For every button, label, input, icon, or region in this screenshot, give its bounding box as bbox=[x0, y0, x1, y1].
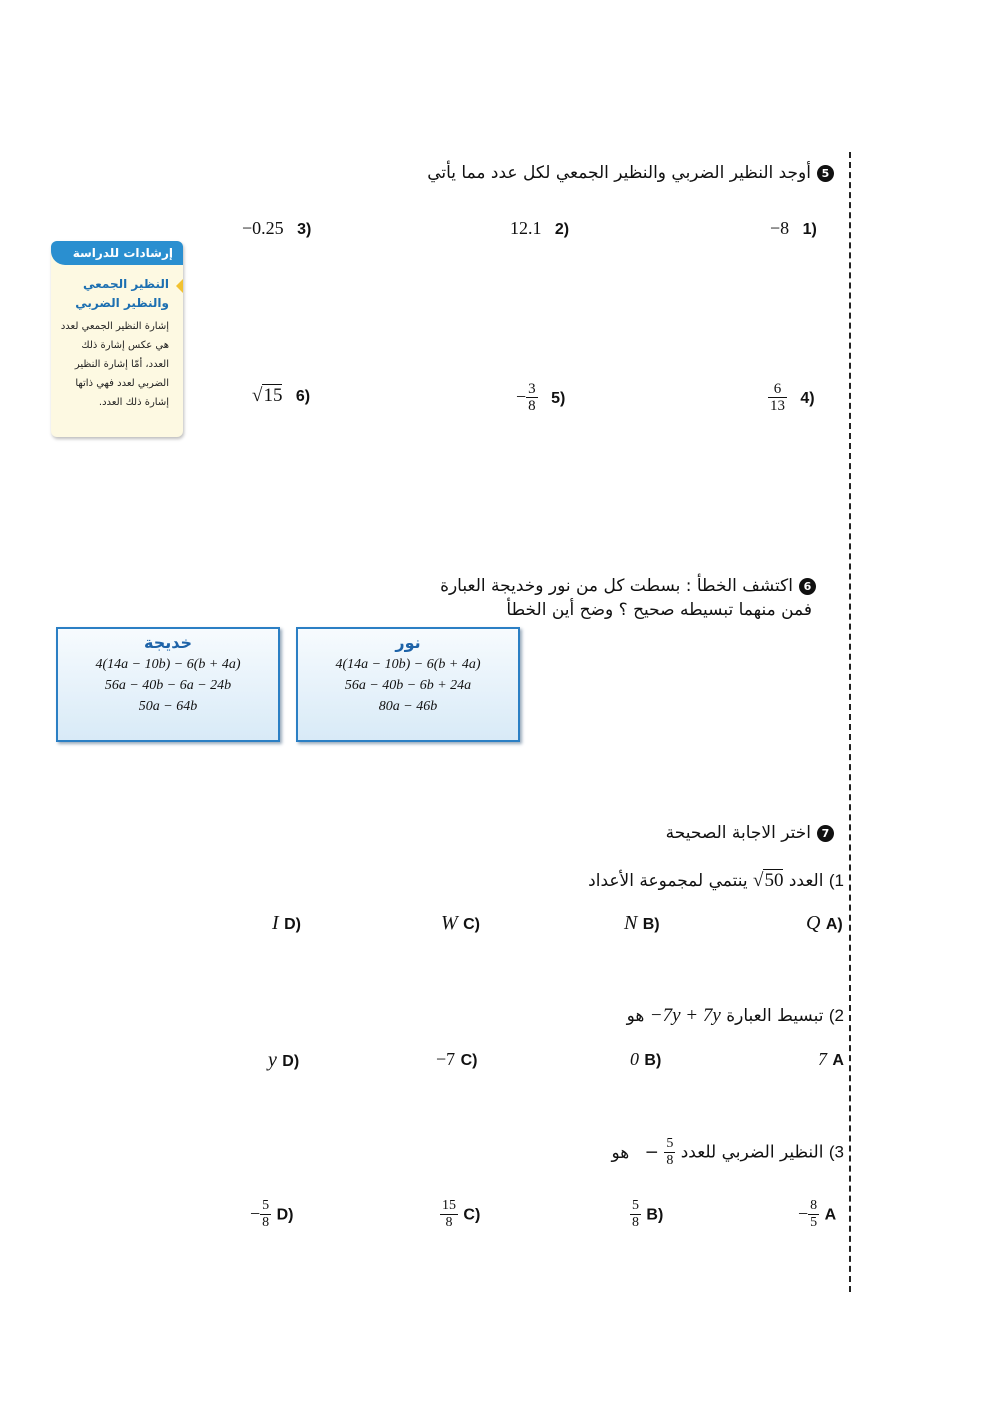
q5-item-5 bbox=[516, 381, 565, 414]
tips-arrow-icon bbox=[176, 279, 183, 293]
q7-3-option-d[interactable]: − $\frac{5}{8}$ D) bbox=[250, 1198, 294, 1230]
study-tips-body: إشارة النظير الجمعي لعدد هي عكس إشارة ذلك العدد، أمّا إشارة النظير الضربي لعدد فهي ذاتها إشارة ذلك العدد. bbox=[60, 321, 169, 408]
q5-item-6-sqrt: √15 bbox=[252, 385, 283, 406]
khadija-answer-box bbox=[56, 627, 280, 742]
q5-item-2 bbox=[510, 218, 569, 239]
q5-title bbox=[427, 163, 834, 183]
q7-3-option-c[interactable]: $\frac{15}{8}$ C) bbox=[442, 1198, 481, 1230]
q7-3-stem bbox=[612, 1136, 845, 1169]
q5-item-5-sign: − bbox=[516, 386, 527, 407]
q7-number-badge: 7 bbox=[817, 825, 834, 842]
q6-line2: فمن منهما تبسيطه صحيح ؟ وضح أين الخطأ bbox=[506, 600, 812, 620]
q5-item-5-label: 5) bbox=[551, 389, 566, 407]
q5-item-1-label: 1) bbox=[802, 221, 817, 238]
q6-line1: اكتشف الخطأ : بسطت كل من نور وخديجة العبارة bbox=[440, 576, 793, 596]
q7-3-prefix: النظير الضربي للعدد bbox=[680, 1142, 824, 1163]
q6-number-badge: 6 bbox=[799, 578, 816, 595]
q7-1-prefix: العدد bbox=[788, 871, 824, 891]
q7-2-stem bbox=[627, 1005, 844, 1027]
q7-3-option-a[interactable]: − $\frac{8}{5}$ A bbox=[798, 1198, 837, 1230]
q5-item-6 bbox=[252, 385, 310, 407]
q7-3-label: 3) bbox=[828, 1142, 844, 1162]
q7-2-option-c[interactable]: −7 C) bbox=[436, 1049, 478, 1069]
q7-1-option-d[interactable]: I D) bbox=[272, 912, 301, 934]
q7-title-text: اختر الاجابة الصحيحة bbox=[665, 823, 811, 843]
q7-3-option-b[interactable]: $\frac{5}{8}$ B) bbox=[632, 1198, 664, 1230]
q5-item-4-fraction: $\frac{6}{13}$ bbox=[770, 381, 785, 414]
study-tips-subtitle bbox=[51, 265, 183, 313]
q5-item-6-label: 6) bbox=[295, 388, 311, 405]
q7-3-suffix: هو bbox=[611, 1142, 630, 1163]
q5-item-4-label: 4) bbox=[800, 389, 815, 407]
q5-item-3-value: −0.25 bbox=[242, 218, 284, 238]
noor-line-1: 4(14a − 10b) − 6(b + 4a) bbox=[335, 657, 481, 672]
q6-title bbox=[440, 574, 816, 622]
q7-3-number: − $\frac{5}{8}$ bbox=[644, 1136, 674, 1168]
q5-item-4 bbox=[768, 381, 815, 414]
dashed-cut-line bbox=[849, 152, 851, 1292]
q7-1-suffix: ينتمي لمجموعة الأعداد bbox=[588, 871, 748, 891]
noor-name: نور bbox=[395, 633, 421, 652]
q5-item-3 bbox=[242, 218, 311, 239]
khadija-line-2: 56a − 40b − 6a − 24b bbox=[104, 678, 232, 693]
q7-title bbox=[666, 823, 834, 843]
q7-1-option-a[interactable]: Q A) bbox=[806, 912, 843, 934]
q5-number-badge: 5 bbox=[817, 165, 834, 182]
study-tips-box bbox=[51, 241, 183, 437]
tips-subtitle-line1: النظير الجمعي bbox=[83, 277, 169, 291]
noor-answer-box bbox=[296, 627, 520, 742]
q5-title-text: أوجد النظير الضربي والنظير الجمعي لكل عدد مما يأتي bbox=[427, 163, 811, 183]
q7-2-option-d[interactable]: y D) bbox=[268, 1049, 300, 1071]
khadija-line-1: 4(14a − 10b) − 6(b + 4a) bbox=[95, 657, 241, 672]
q5-item-5-fraction: $\frac{3}{8}$ bbox=[528, 381, 536, 414]
q5-item-3-label: 3) bbox=[297, 221, 312, 238]
khadija-line-3: 50a − 64b bbox=[138, 699, 198, 714]
q5-item-1 bbox=[770, 218, 817, 239]
q7-2-suffix: هو bbox=[626, 1006, 645, 1026]
q7-1-option-b[interactable]: N B) bbox=[624, 912, 660, 934]
q7-2-option-b[interactable]: 0 B) bbox=[630, 1049, 662, 1069]
study-tips-header: إرشادات للدراسة bbox=[51, 241, 183, 265]
q7-1-option-c[interactable]: W C) bbox=[441, 912, 480, 934]
q5-item-1-value: −8 bbox=[770, 218, 790, 238]
q7-2-expression: −7y + 7y bbox=[649, 1005, 721, 1026]
q5-item-2-label: 2) bbox=[554, 221, 570, 238]
tips-subtitle-line2: والنظير الضربي bbox=[75, 296, 169, 310]
q5-item-2-value: 12.1 bbox=[510, 218, 542, 238]
q7-2-label: 2) bbox=[828, 1006, 844, 1025]
khadija-name: خديجة bbox=[143, 633, 192, 652]
q7-1-sqrt: √50 bbox=[753, 870, 784, 891]
noor-line-2: 56a − 40b − 6b + 24a bbox=[344, 678, 472, 693]
noor-line-3: 80a − 46b bbox=[378, 699, 438, 714]
q7-2-option-a[interactable]: 7 A bbox=[818, 1049, 844, 1069]
q7-2-prefix: تبسيط العبارة bbox=[726, 1006, 824, 1026]
q7-1-stem bbox=[588, 870, 844, 892]
q7-1-label: 1) bbox=[828, 871, 844, 890]
